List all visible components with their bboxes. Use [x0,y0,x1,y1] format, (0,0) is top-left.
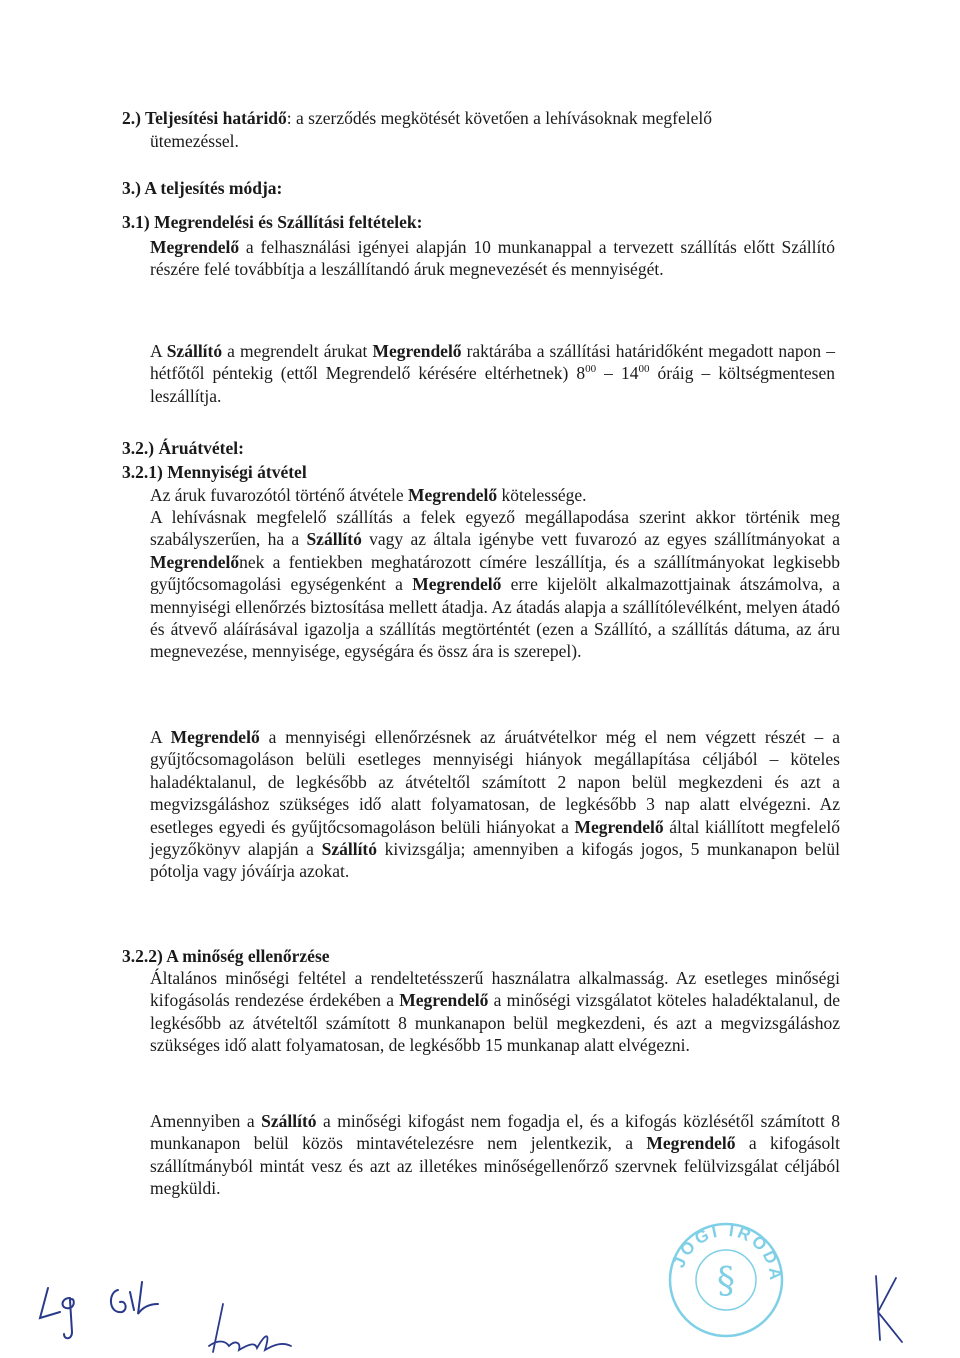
section-3-heading: 3.) A teljesítés módja: [122,178,283,198]
section-2-line-1: 2.) Teljesítési határidő: a szerződés megkötését követően a lehívásoknak megfelelő [122,108,712,128]
initials-signature-left [30,1270,190,1350]
paragraph-3-1-a: Megrendelő a felhasználási igényei alapján 10 munkanappal a tervezett szállítás előtt Szállító részére felé továbbítja a leszállítandó áruk megnevezését és mennyiségét. [150,237,835,280]
paragraph-3-2-1-a: Az áruk fuvarozótól történő átvétele Megrendelő kötelessége. [150,485,587,505]
section-2-line-2: ütemezéssel. [150,131,239,151]
paragraph-3-1-b: A Szállító a megrendelt árukat Megrendelő raktárába a szállítási határidőként megadott napon – hétfőtől péntekig (ettől Megrendelő kérésére eltérhetnek) $8^{00} - 14^{00}$ óráig – költségmentesen leszállítja. [150,341,835,406]
section-3-2-1-heading: 3.2.1) Mennyiségi átvétel [122,462,307,482]
paragraph-3-2-1-b: A lehívásnak megfelelő szállítás a felek egyező megállapodása szerint akkor történik meg szabályszerűen, ha a Szállító vagy az általa igénybe vett fuvarozó az egyes szállítmányokat a Megrendelőnek a fentiekben meghatározott címére leszállítja, és a szállítmányokat legkisebb gyűjtőcsomagolási egységenként a Megrendelő erre kijelölt alkalmazottjainak átszámolva, a mennyiségi ellenőrzés biztosítása mellett átadja. Az átadás alapja a szállítólevélként, melyen átadó és átvevő aláírásával igazolja a szállítás megtörténtét (ezen a Szállító, a szállítás dátuma, az áru megnevezése, mennyisége, egységára és össz ára is szerepel). [150,507,841,662]
section-2-label: Teljesítési határidő [145,108,287,128]
paragraph-3-2-2-b: Amennyiben a Szállító a minőségi kifogást nem fogadja el, és a kifogás közlésétől számított 8 munkanapon belül közös mintavételezésre nem jelentkezik, a Megrendelő a kifogásolt szállítmányból mintát vesz és azt az illetékes minőségellenőrző szervnek felülvizsgálat céljából megküldi. [150,1111,840,1199]
svg-text:JOGI IRODA: JOGI IRODA [669,1220,786,1284]
svg-text:§: § [717,1261,735,1302]
section-3-2-heading: 3.2.) Áruátvétel: [122,438,244,458]
signature-middle [195,1300,305,1358]
paragraph-3-2-1-c: A Megrendelő a mennyiségi ellenőrzésnek az áruátvételkor még el nem végzett részét – a gyűjtőcsomagoláson belüli esetleges mennyiségi hiányok megállapítása céljából – köteles haladéktalanul, de legkésőbb az átvételtől számított 2 napon belül megkezdeni és azt a megvizsgáláshoz szükséges idő alatt folyamatosan, de legkésőbb 3 nap alatt elvégezni. Az esetleges egyedi és gyűjtőcsomagoláson belüli hiányokat a Megrendelő által kiállított megfelelő jegyzőkönyv alapján a Szállító kivizsgálja; amennyiben a kifogás jogos, 5 munkanapon belül pótolja vagy jóváírja azokat. [150,727,840,882]
paragraph-3-2-2-a: Általános minőségi feltétel a rendeltetésszerű használatra alkalmasság. Az esetleges minőségi kifogásolás rendezése érdekében a Megrendelő a minőségi vizsgálatot köteles haladéktalanul, de legkésőbb az átvételtől számított 8 munkanapon belül megkezdeni, és azt a megvizsgáláshoz szükséges idő alatt folyamatosan, de legkésőbb 15 munkanap alatt elvégezni. [150,968,840,1056]
section-3-2-2-heading: 3.2.2) A minőség ellenőrzése [122,946,330,966]
jogi-iroda-stamp [664,1218,788,1342]
initials-signature-right [862,1268,912,1348]
section-3-1-heading: 3.1) Megrendelési és Szállítási feltételek: [122,212,423,232]
